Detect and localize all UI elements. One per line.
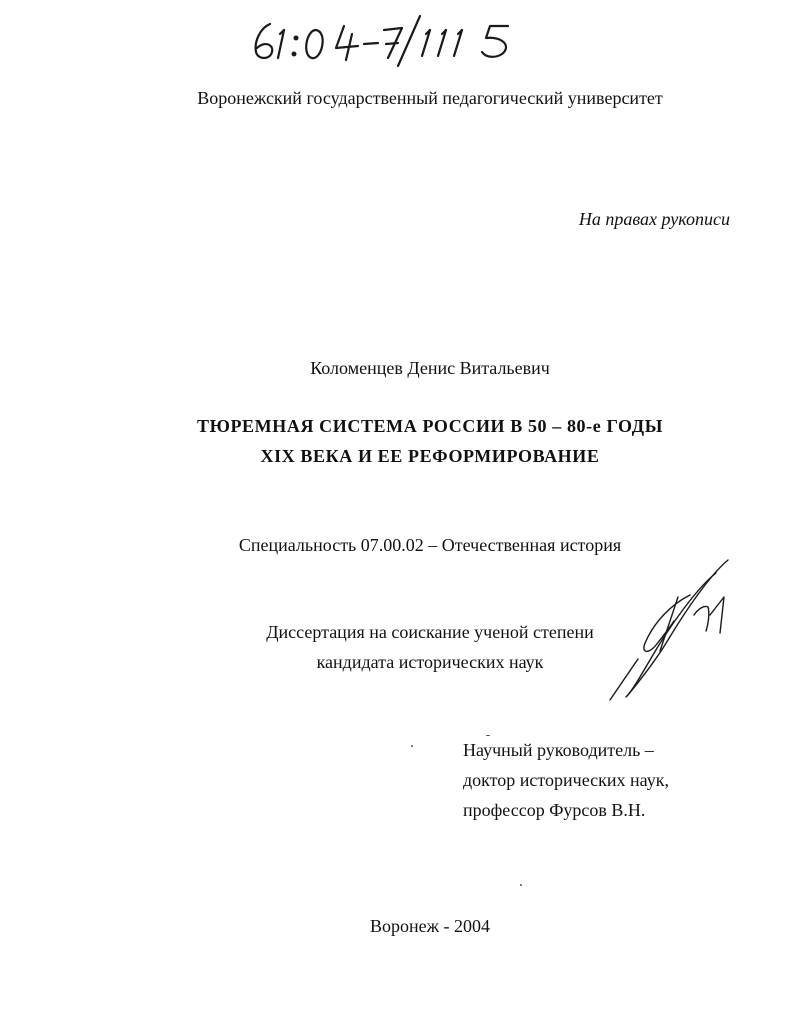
scan-speck xyxy=(411,745,413,747)
advisor-degree: доктор исторических наук, xyxy=(463,770,669,790)
scan-speck xyxy=(486,735,490,736)
handwritten-archive-number xyxy=(240,8,540,70)
manuscript-note: На правах рукописи xyxy=(578,209,730,229)
degree-line-1: Диссертация на соискание ученой степени xyxy=(266,622,594,642)
dissertation-title-line-1: ТЮРЕМНАЯ СИСТЕМА РОССИИ В 50 – 80-е ГОДЫ xyxy=(196,416,664,436)
advisor-label: Научный руководитель – xyxy=(463,740,654,760)
specialty: Специальность 07.00.02 – Отечественная история xyxy=(238,535,622,555)
university-name: Воронежский государственный педагогический университет xyxy=(197,88,663,108)
degree-line-2: кандидата исторических наук xyxy=(316,652,544,672)
advisor-name: профессор Фурсов В.Н. xyxy=(463,800,646,820)
dissertation-title-line-2: XIX ВЕКА И ЕЕ РЕФОРМИРОВАНИЕ xyxy=(260,446,600,466)
author-signature xyxy=(598,555,738,705)
author-name: Коломенцев Денис Витальевич xyxy=(310,358,550,378)
scan-speck xyxy=(520,884,522,886)
city-year: Воронеж - 2004 xyxy=(369,916,491,936)
